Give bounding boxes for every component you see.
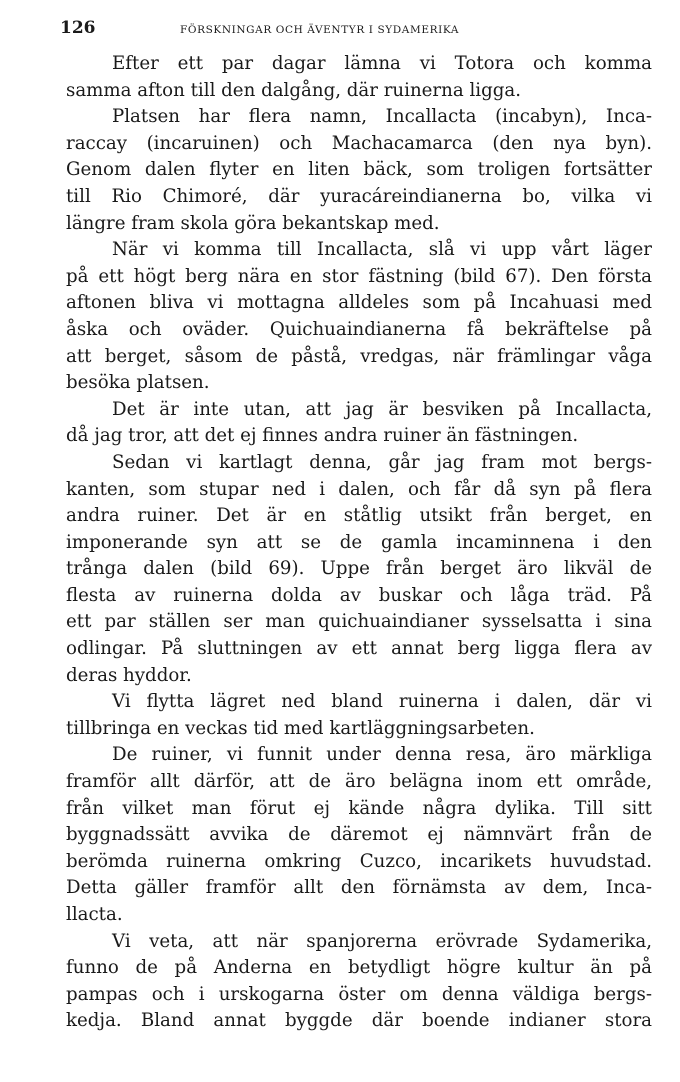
text-line: berömda ruinerna omkring Cuzco, incarikets huvudstad.: [66, 850, 652, 872]
text-line: kedja. Bland annat byggde där boende indianer stora: [66, 1010, 652, 1032]
text-line: trånga dalen (bild 69). Uppe från berget äro likväl de: [66, 558, 652, 580]
text-line: Sedan vi kartlagt denna, går jag fram mot bergs-: [112, 451, 652, 473]
text-line: tillbringa en veckas tid med kartläggningsarbeten.: [66, 717, 535, 739]
text-line: Det är inte utan, att jag är besviken på Incallacta,: [112, 398, 652, 420]
text-line: flesta av ruinerna dolda av buskar och låga träd. På: [66, 584, 652, 606]
text-line: Vi veta, att när spanjorerna erövrade Sydamerika,: [112, 930, 652, 952]
text-line: åska och oväder. Quichuaindianerna få bekräftelse på: [66, 318, 652, 340]
text-line: De ruiner, vi funnit under denna resa, äro märkliga: [112, 744, 652, 766]
text-line: besöka platsen.: [66, 372, 210, 394]
text-line: funno de på Anderna en betydligt högre kultur än på: [66, 957, 652, 979]
text-line: ett par ställen ser man quichuaindianer sysselsatta i sina: [66, 611, 652, 633]
text-line: llacta.: [66, 904, 123, 925]
text-line: andra ruiner. Det är en ståtlig utsikt från berget, en: [66, 505, 652, 527]
text-line: Platsen har flera namn, Incallacta (incabyn), Inca-: [112, 106, 652, 128]
text-line: att berget, såsom de påstå, vredgas, när främlingar våga: [66, 345, 652, 367]
text-line: aftonen bliva vi mottagna alldeles som på Incahuasi med: [66, 292, 652, 314]
text-line: imponerande syn att se de gamla incaminnena i den: [66, 531, 652, 553]
page-number: 126: [60, 18, 96, 38]
running-header: [60, 18, 652, 48]
text-line: pampas och i urskogarna öster om denna väldiga bergs-: [66, 983, 652, 1005]
text-line: Detta gäller framför allt den förnämsta av dem, Inca-: [66, 877, 652, 899]
paragraph: [66, 397, 652, 450]
text-line: framför allt därför, att de äro belägna inom ett område,: [66, 771, 652, 793]
paragraph: [66, 237, 652, 397]
text-line: samma afton till den dalgång, där ruinerna ligga.: [66, 79, 522, 101]
text-line: byggnadssätt avvika de däremot ej nämnvärt från de: [66, 824, 652, 846]
body-text: [66, 51, 652, 1035]
text-line: längre fram skola göra bekantskap med.: [66, 212, 440, 234]
text-line: Genom dalen flyter en liten bäck, som troligen fortsätter: [66, 159, 652, 181]
text-line: till Rio Chimoré, där yuracáreindianerna bo, vilka vi: [66, 185, 652, 207]
text-line: på ett högt berg nära en stor fästning (bild 67). Den första: [66, 265, 652, 287]
text-line: deras hyddor.: [66, 664, 192, 686]
text-line: raccay (incaruinen) och Machacamarca (den nya byn).: [66, 132, 652, 154]
text-line: Vi flytta lägret ned bland ruinerna i dalen, där vi: [112, 691, 652, 713]
paragraph: [66, 689, 652, 742]
paragraph: [66, 450, 652, 689]
text-line: När vi komma till Incallacta, slå vi upp vårt läger: [112, 239, 652, 261]
paragraph: [66, 51, 652, 104]
text-line: odlingar. På sluttningen av ett annat berg ligga flera av: [66, 638, 652, 660]
paragraph: [66, 929, 652, 1035]
paragraph: [66, 104, 652, 237]
text-line: kanten, som stupar ned i dalen, och får då syn på flera: [66, 478, 652, 500]
running-title: FÖRSKNINGAR OCH ÄVENTYR I SYDAMERIKA: [180, 24, 460, 36]
paragraph: [66, 742, 652, 928]
text-line: då jag tror, att det ej finnes andra ruiner än fästningen.: [66, 425, 579, 447]
text-line: Efter ett par dagar lämna vi Totora och komma: [112, 53, 652, 74]
text-line: från vilket man förut ej kände några dylika. Till sitt: [66, 797, 652, 819]
